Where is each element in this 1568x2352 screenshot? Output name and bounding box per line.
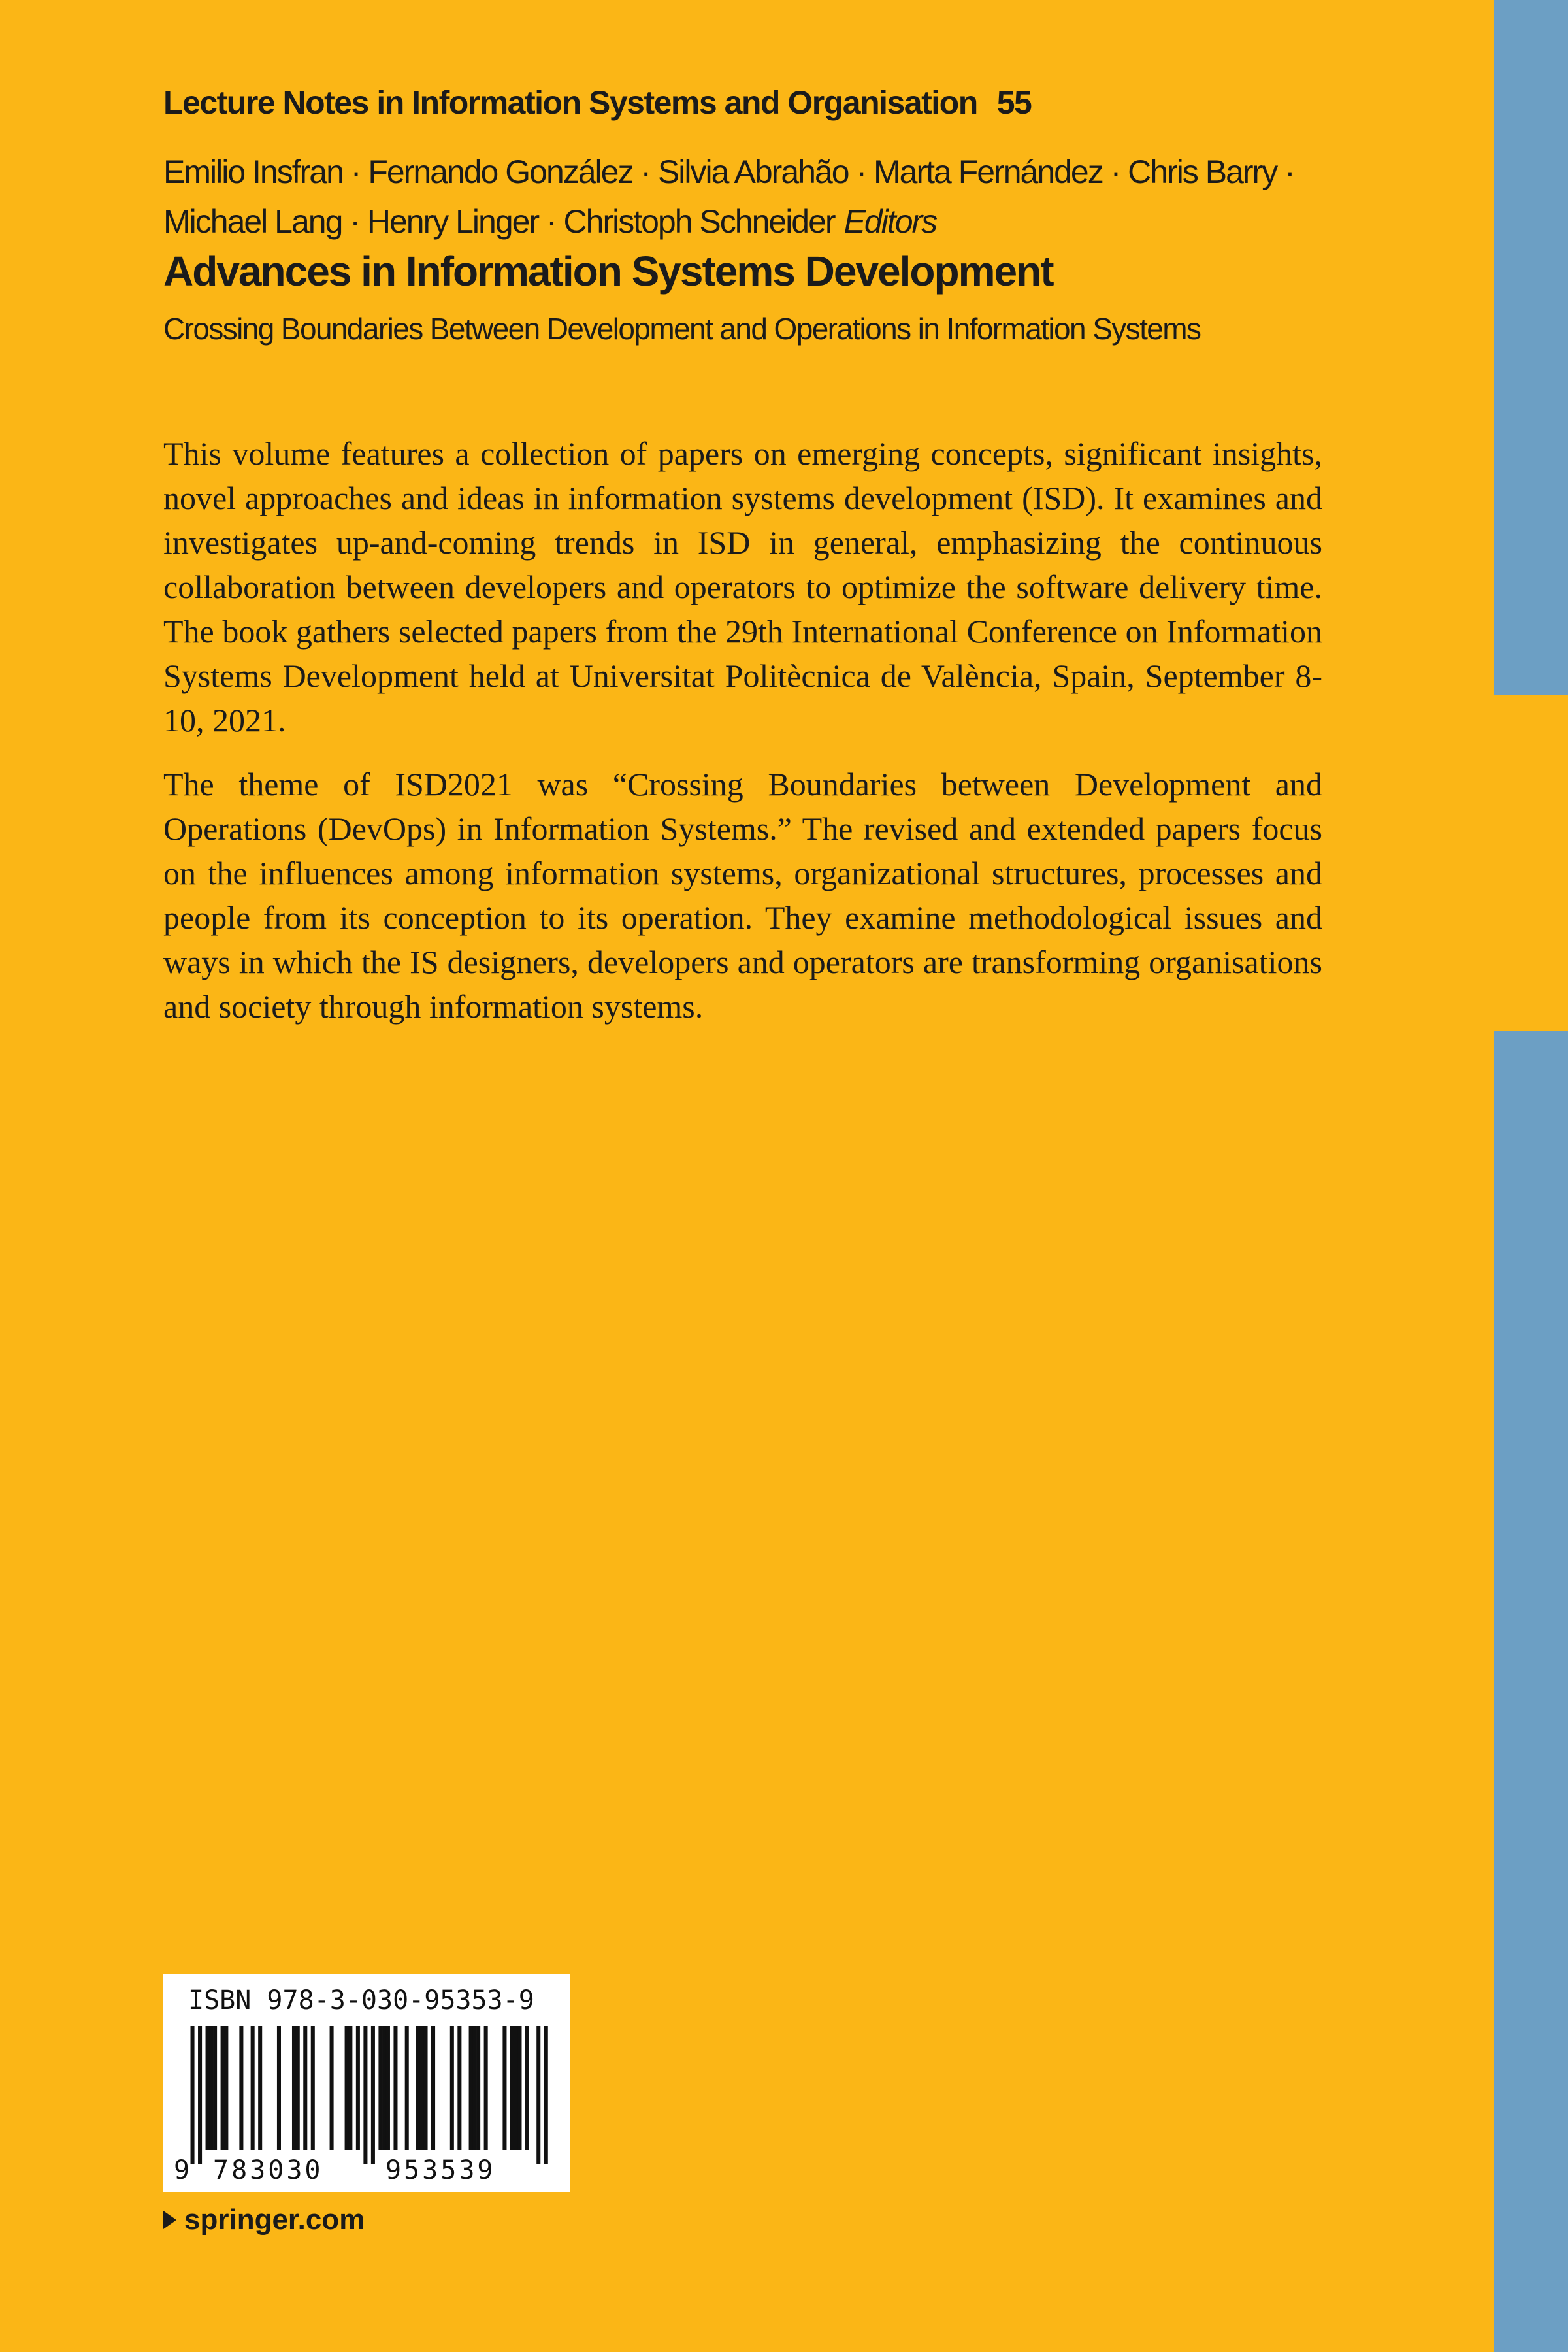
barcode-bar (476, 2026, 480, 2150)
series-title (163, 84, 1031, 122)
barcode-bar (393, 2026, 397, 2150)
book-title: Advances in Information Systems Development (163, 248, 1053, 295)
barcode-digit-first: 9 (174, 2155, 190, 2185)
barcode-bar (450, 2026, 454, 2150)
barcode-bar (239, 2026, 243, 2150)
barcode-bar (277, 2026, 281, 2150)
barcode-bar (251, 2026, 255, 2150)
barcode-bar (420, 2026, 424, 2150)
barcode-bar (221, 2026, 225, 2150)
barcode-bar (330, 2026, 334, 2150)
barcode-bar (378, 2026, 382, 2150)
barcode-bar (371, 2026, 375, 2164)
blurb (163, 431, 1322, 1048)
series-name: Lecture Notes in Information Systems and Organisation (163, 84, 977, 121)
barcode-bar (431, 2026, 435, 2150)
arrow-right-icon (163, 2211, 176, 2229)
barcode-bar (198, 2026, 202, 2164)
series-volume: 55 (996, 84, 1032, 121)
barcode-bar (296, 2026, 300, 2150)
barcode-bar (213, 2026, 217, 2150)
isbn-label: ISBN 978-3-030-95353-9 (188, 1985, 534, 2015)
barcode-bar (517, 2026, 521, 2150)
book-subtitle: Crossing Boundaries Between Development and Operations in Information Systems (163, 312, 1201, 346)
barcode-bar (258, 2026, 262, 2150)
barcode-bar (472, 2026, 476, 2150)
barcode-bar (484, 2026, 488, 2150)
barcode (183, 2026, 555, 2164)
editors-line-2 (163, 197, 1405, 246)
blurb-paragraph-1: This volume features a collection of papers on emerging concepts, significant insights, novel approaches and ideas in information systems development (ISD). It examines and investigates up-and-coming trends in ISD in general, emphasizing the continuous collaboration between developers and operators to optimize the software delivery time. The book gathers selected papers from the 29th International Conference on Information Systems Development held at Universitat Politècnica de València, Spain, September 8-10, 2021. (163, 435, 1322, 738)
editors-names: Michael Lang · Henry Linger · Christoph Schneider (163, 203, 835, 240)
blurb-paragraph-2: The theme of ISD2021 was “Crossing Boundaries between Development and Operations (DevOps) in Information Systems.” The revised and extended papers focus on the influences among information systems, organizational structures, processes and people from its conception to its operation. They examine methodological issues and ways in which the IS designers, developers and operators are transforming organisations and society through information systems. (163, 766, 1322, 1025)
barcode-bar (363, 2026, 367, 2164)
editors-role: Editors (843, 203, 937, 240)
barcode-bar (206, 2026, 210, 2150)
editors-line-1: Emilio Insfran · Fernando González · Silvia Abrahão · Marta Fernández · Chris Barry · (163, 154, 1294, 190)
barcode-bar (209, 2026, 213, 2150)
barcode-bar (525, 2026, 529, 2150)
editors-list (163, 147, 1405, 246)
barcode-bar (292, 2026, 296, 2150)
barcode-bar (469, 2026, 473, 2150)
barcode-bar (303, 2026, 307, 2150)
barcode-bar (544, 2026, 548, 2164)
barcode-bar (536, 2026, 540, 2164)
barcode-digits-right: 953539 (382, 2155, 500, 2185)
barcode-bar (416, 2026, 420, 2150)
side-band-top (1494, 0, 1568, 695)
barcode-bar (386, 2026, 390, 2150)
barcode-bar (405, 2026, 409, 2150)
barcode-bar (311, 2026, 315, 2150)
barcode-bar (502, 2026, 506, 2150)
barcode-bar (191, 2026, 195, 2164)
barcode-digits-left: 783030 (209, 2155, 327, 2185)
side-band-bottom (1494, 1031, 1568, 2352)
barcode-bar (423, 2026, 427, 2150)
barcode-bar (348, 2026, 352, 2150)
barcode-bar (224, 2026, 228, 2150)
barcode-bar (457, 2026, 461, 2150)
isbn-barcode-box (163, 1974, 570, 2192)
barcode-bar (356, 2026, 360, 2150)
barcode-bar (514, 2026, 518, 2150)
barcode-bar (510, 2026, 514, 2150)
barcode-bar (345, 2026, 349, 2150)
publisher-link[interactable] (163, 2204, 365, 2236)
barcode-bar (382, 2026, 386, 2150)
publisher-website: springer.com (184, 2204, 365, 2236)
